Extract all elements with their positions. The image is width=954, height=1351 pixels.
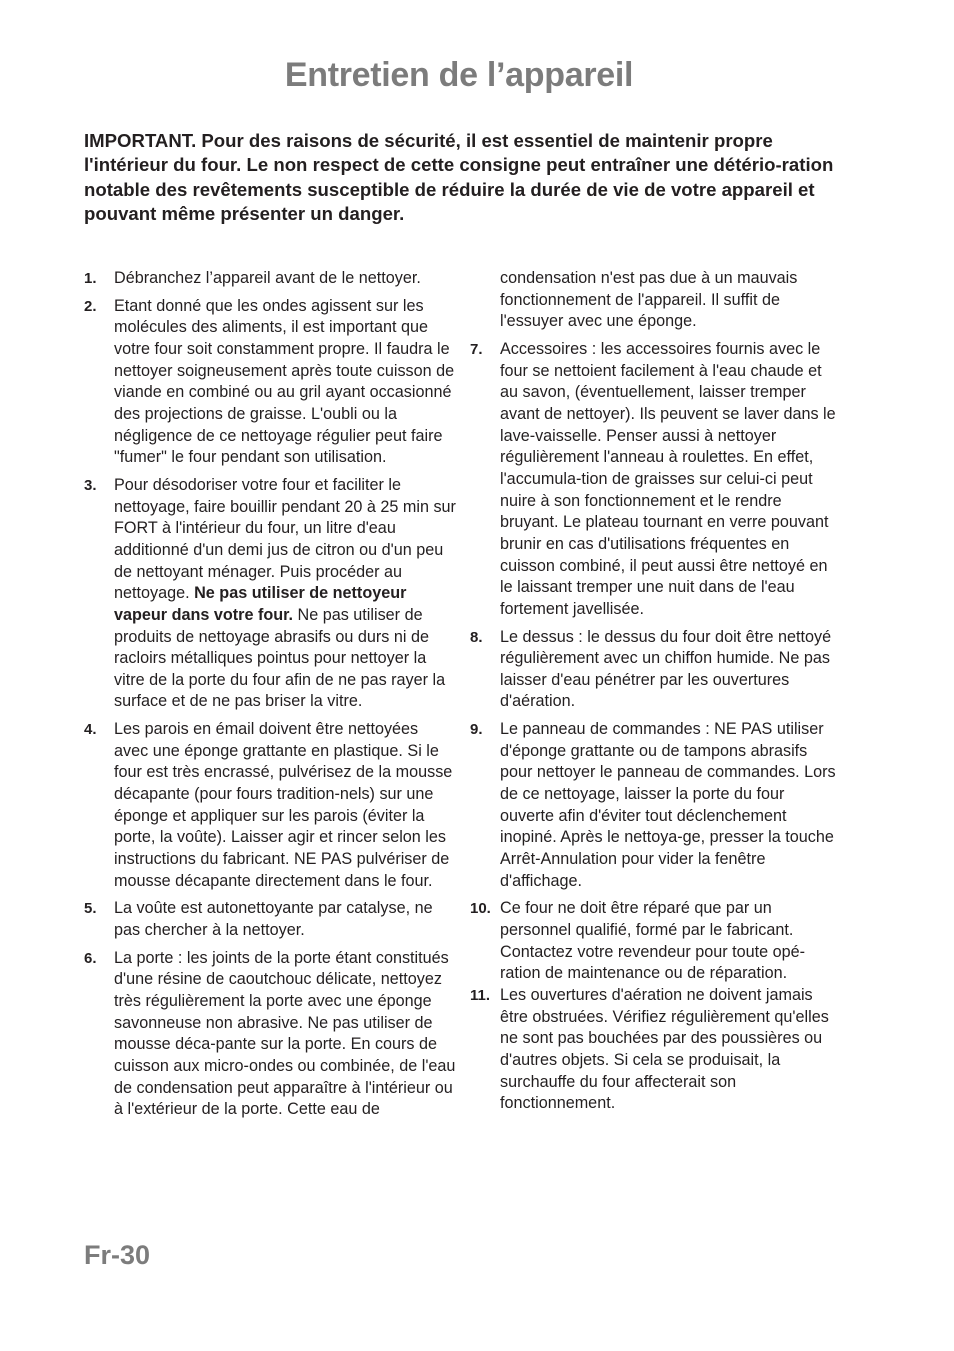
- list-item-4: [84, 719, 456, 892]
- item-text: Etant donné que les ondes agissent sur les molécules des aliments, il est important que votre four soit constamment propre. Il faudra le nettoyer soigneusement après toute cuisson de viande en combiné ou au gril ayant occasionné des projections de graisse. L'oubli ou la négligence de ce nettoyage régulier peut faire "fumer" le four pendant son utilisation.: [114, 296, 455, 467]
- item-text-warning: Ne pas utiliser de nettoyeur vapeur dans votre four.: [114, 584, 407, 624]
- list-item-5: [84, 898, 456, 941]
- item-text: La porte : les joints de la porte étant constitués d'une résine de caoutchouc délicate, nettoyez très régulièrement la porte avec une éponge savonneuse non abrasive. Ne pas utiliser de mousse déca-pante sur la porte. En cours de cuisson aux micro-ondes ou combinée, de l'eau de condensation peut apparaître à l'intérieur ou à l'extérieur de la porte. Cette eau de: [114, 948, 456, 1119]
- item-text: Accessoires : les accessoires fournis avec le four se nettoient facilement à l'eau chaude et au savon, (éventuellement, laisser tremper avant de nettoyer). Ils peuvent se laver dans le lave-vaisselle. Penser aussi à nettoyer régulièrement l'anneau à roulettes. En effet, l'accumula-tion de graisses sur celui-ci peut nuire à son fonctionnement et le rendre bruyant. Le plateau tournant en verre pouvant brunir en cas d'utilisations fréquentes en cuisson combiné, il peut aussi être nettoyé en le laissant tremper une nuit dans de l'eau fortement javellisée.: [500, 339, 836, 618]
- item-number: 6.: [84, 949, 97, 967]
- item-number: 1.: [84, 270, 97, 287]
- item-text-part: Ne pas utiliser de produits de nettoyage abrasifs ou durs ni de racloirs métalliques pointus pour nettoyer la vitre de la porte du four afin de ne pas rayer la surface et de ne pas briser la vitre.: [114, 605, 446, 711]
- item-number: 10.: [470, 900, 491, 918]
- item-number: 9.: [470, 721, 483, 739]
- list-item-11: [470, 985, 842, 1115]
- list-item-1: [84, 268, 456, 290]
- list-item-6-continuation: [470, 268, 842, 333]
- item-text: Les parois en émail doivent être nettoyées avec une éponge grattante en plastique. Si le four est très encrassé, pulvérisez de la mousse décapante (pour fours tradition-nels) sur une éponge et appliquer sur les parois (éviter la porte, la voûte). Laisser agir et rincer selon les instructions du fabricant. NE PAS pulvériser de mousse décapante directement dans le four.: [114, 720, 453, 890]
- item-number: 7.: [470, 340, 483, 358]
- page-number: Fr-30: [84, 1240, 151, 1270]
- item-number: 3.: [84, 476, 97, 494]
- item-number: 2.: [84, 297, 97, 315]
- item-text: Ce four ne doit être réparé que par un personnel qualifié, formé par le fabricant. Contactez votre revendeur pour toute opé-ration de maintenance ou de réparation.: [500, 899, 806, 983]
- list-item-9: [470, 719, 842, 892]
- item-text: Le dessus : le dessus du four doit être nettoyé régulièrement avec un chiffon humide. Ne pas laisser d'eau pénétrer par les ouvertures d'aération.: [500, 627, 832, 711]
- right-column: [470, 268, 842, 1121]
- item-number: 8.: [470, 628, 483, 646]
- item-text: Débranchez l’appareil avant de le nettoyer.: [114, 269, 421, 287]
- item-text: condensation n'est pas due à un mauvais fonctionnement de l'appareil. Il suffit de l'essuyer avec une éponge.: [500, 269, 798, 331]
- list-item-10: [470, 898, 842, 985]
- item-text: Les ouvertures d'aération ne doivent jamais être obstruées. Vérifiez régulièrement qu'elles ne sont pas bouchées par des poussières ou d'autres objets. Si cela se produisait, la surchauffe du four affecterait son fonctionnement.: [500, 986, 829, 1113]
- list-item-3: [84, 475, 456, 713]
- list-item-2: [84, 296, 456, 469]
- left-column: [84, 268, 456, 1127]
- item-text: La voûte est autonettoyante par catalyse, ne pas chercher à la nettoyer.: [114, 899, 433, 940]
- list-item-8: [470, 627, 842, 714]
- item-number: 11.: [470, 987, 491, 1004]
- item-text: Le panneau de commandes : NE PAS utiliser d'éponge grattante ou de tampons abrasifs pour nettoyer le panneau de commandes. Lors de ce nettoyage, laisser la porte du four ouverte afin d'éviter tout déclenchement inopiné. Après le nettoya-ge, presser la touche Arrêt-Annulation pour vider la fenêtre d'affichage.: [500, 720, 836, 890]
- important-notice: IMPORTANT. Pour des raisons de sécurité, il est essentiel de maintenir propre l'intérieur du four. Le non respect de cette consigne peut entraîner une détério-ration notable des revêtements susceptible de réduire la durée de vie de votre appareil et pouvant même présenter un danger.: [84, 130, 834, 224]
- list-item-7: [470, 339, 842, 621]
- item-text-part: Pour désodoriser votre four et faciliter le nettoyage, faire bouillir pendant 20 à 25 min sur FORT à l'intérieur du four, un litre d'eau additionné d'un demi jus de citron ou d'un peu de nettoyant ménager. Puis procéder au nettoyage.: [114, 475, 456, 603]
- list-item-6: [84, 948, 456, 1121]
- item-number: 5.: [84, 900, 97, 918]
- item-number: 4.: [84, 721, 97, 739]
- page-title: Entretien de l’appareil: [284, 56, 634, 94]
- item-text: [114, 475, 456, 713]
